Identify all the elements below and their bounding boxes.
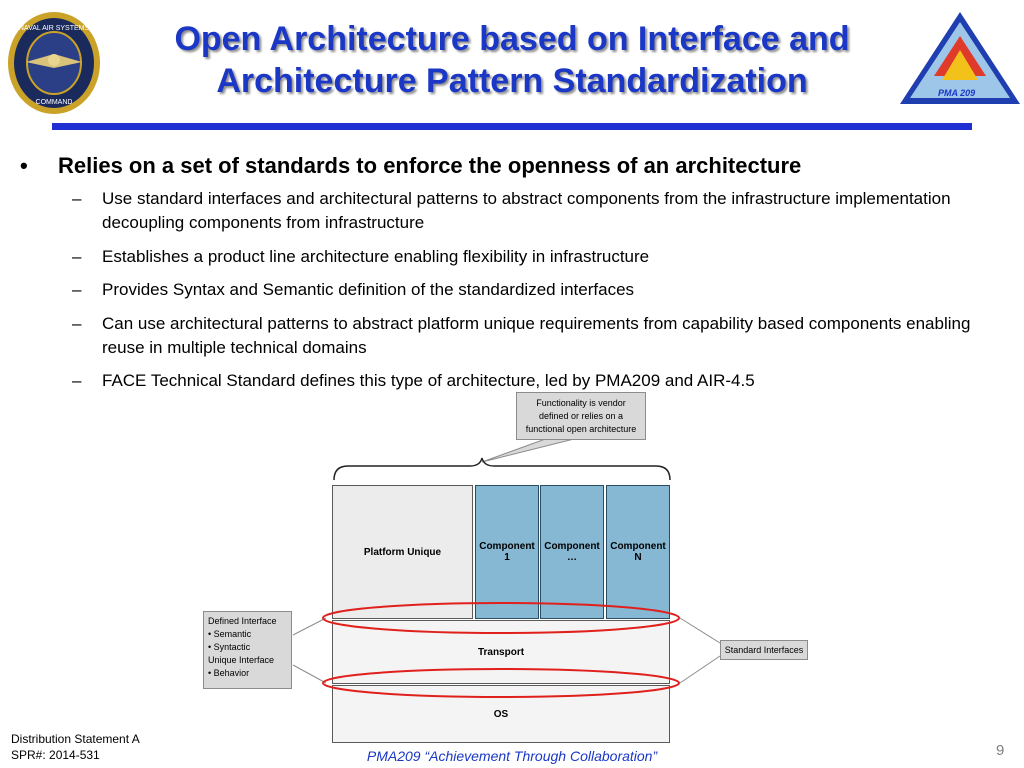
dash-symbol: – <box>72 189 82 208</box>
left-callout-line: • Behavior <box>208 668 250 678</box>
component-1-box <box>475 485 539 619</box>
top-callout <box>516 392 646 440</box>
left-callout-line: • Syntactic <box>208 642 251 652</box>
left-callout-line: • Semantic <box>208 629 252 639</box>
component-dots-box <box>540 485 604 619</box>
sub-bullet-text: Use standard interfaces and architectural patterns to abstract components from the infrastructure implementation decoupling components from infrastructure <box>102 189 951 232</box>
spr-number: SPR#: 2014-531 <box>11 748 100 762</box>
main-bullet-text: Relies on a set of standards to enforce the openness of an architecture <box>58 153 802 178</box>
right-pointer-top <box>680 618 720 643</box>
dash-symbol: – <box>72 371 82 390</box>
right-pointer-bottom <box>680 656 720 683</box>
component-1-label: Component 1 <box>479 541 535 563</box>
title-line-2: Architecture Pattern Standardization <box>216 62 808 100</box>
os-label: OS <box>493 708 509 720</box>
footer-distribution <box>11 731 140 763</box>
top-callout-text: Functionality is vendor defined or relies on a functional open architecture <box>525 397 637 434</box>
component-n-box <box>606 485 670 619</box>
bullet-symbol: • <box>20 153 28 178</box>
dash-symbol: – <box>72 280 82 299</box>
sub-bullet-text: Provides Syntax and Semantic definition of the standardized interfaces <box>102 280 635 299</box>
dash-symbol: – <box>72 247 82 266</box>
left-callout <box>203 611 292 689</box>
svg-text:NAVAL AIR SYSTEMS: NAVAL AIR SYSTEMS <box>18 25 90 32</box>
transport-label: Transport <box>477 646 525 658</box>
left-callout-line: Unique Interface <box>208 655 275 665</box>
platform-unique-box <box>332 485 473 619</box>
svg-text:PMA 209: PMA 209 <box>938 88 976 98</box>
right-callout <box>720 640 808 660</box>
transport-box <box>332 620 670 684</box>
dash-symbol: – <box>72 314 82 333</box>
page-number: 9 <box>996 742 1005 759</box>
left-pointer-top <box>293 618 326 635</box>
sub-bullet-text: FACE Technical Standard defines this type of architecture, led by PMA209 and AIR-4.5 <box>102 371 755 390</box>
left-callout-line: Defined Interface <box>208 616 277 626</box>
os-box <box>332 685 670 743</box>
sub-bullet-text: Establishes a product line architecture enabling flexibility in infrastructure <box>102 247 650 266</box>
platform-unique-label: Platform Unique <box>363 546 442 558</box>
left-pointer-bottom <box>293 665 326 683</box>
sub-bullet-text: Can use architectural patterns to abstract platform unique requirements from capability based components enabling reuse in multiple technical domains <box>102 314 971 357</box>
component-dots-label: Component … <box>544 541 600 563</box>
distribution-statement: Distribution Statement A <box>11 732 140 746</box>
svg-text:COMMAND: COMMAND <box>35 99 73 106</box>
title-line-1: Open Architecture based on Interface and <box>174 20 850 58</box>
footer-motto: PMA209 “Achievement Through Collaboration” <box>366 748 658 764</box>
brace <box>334 458 670 480</box>
right-callout-text: Standard Interfaces <box>724 644 804 655</box>
component-n-label: Component N <box>610 541 666 563</box>
top-callout-pointer <box>482 438 578 462</box>
